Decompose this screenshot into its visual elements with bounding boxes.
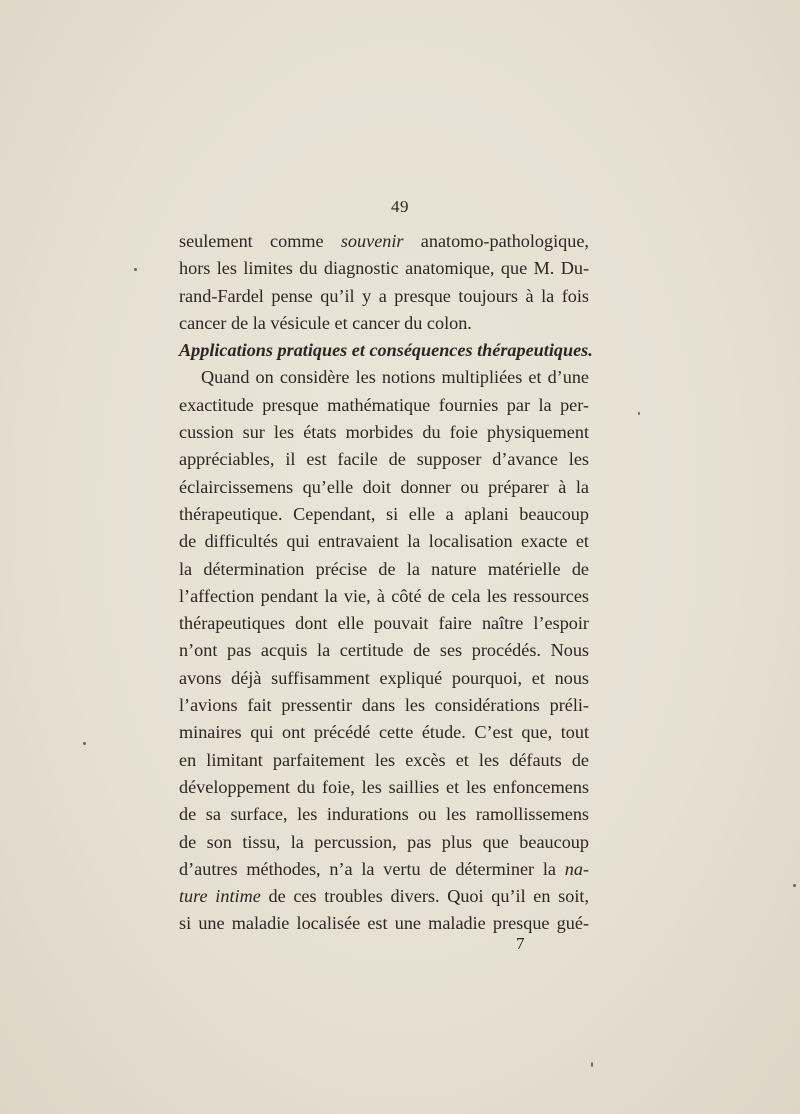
text-segment: thérapeutique. Cependant, si elle a aplani beaucoup bbox=[179, 503, 589, 524]
text-line bbox=[179, 392, 589, 419]
text-segment: minaires qui ont précédé cette étude. C’est que, tout bbox=[179, 722, 589, 743]
text-segment: n’ont pas acquis la certitude de ses procédés. Nous bbox=[179, 640, 589, 661]
section-heading bbox=[179, 337, 593, 364]
text-segment: de sa surface, les indurations ou les ramollissemens bbox=[179, 804, 589, 825]
text-line bbox=[179, 883, 589, 910]
text-line bbox=[179, 501, 589, 528]
text-line bbox=[179, 310, 589, 337]
paper-speck bbox=[83, 742, 86, 745]
text-line bbox=[179, 283, 589, 310]
italic-text: ture intime bbox=[179, 886, 261, 907]
text-line bbox=[179, 747, 589, 774]
signature-mark: 7 bbox=[516, 934, 525, 953]
text-line bbox=[179, 364, 589, 391]
text-line bbox=[179, 774, 589, 801]
text-line bbox=[179, 419, 589, 446]
text-segment: rand-Fardel pense qu’il y a presque toujours à la fois bbox=[179, 285, 589, 306]
text-segment: appréciables, il est facile de supposer d’avance les bbox=[179, 449, 589, 470]
text-line bbox=[179, 474, 589, 501]
text-segment: hors les limites du diagnostic anatomique, que M. Du- bbox=[179, 258, 589, 279]
text-line bbox=[179, 692, 589, 719]
paper-speck bbox=[134, 268, 137, 271]
text-line bbox=[179, 801, 589, 828]
text-line bbox=[179, 610, 589, 637]
text-line bbox=[179, 556, 589, 583]
text-segment: Quand on considère les notions multipliées et d’une bbox=[201, 367, 589, 388]
text-segment: la détermination précise de la nature matérielle de bbox=[179, 558, 589, 579]
text-segment: thérapeutiques dont elle pouvait faire naître l’espoir bbox=[179, 613, 589, 634]
text-line bbox=[179, 583, 589, 610]
text-line bbox=[179, 829, 589, 856]
text-segment: cussion sur les états morbides du foie physiquement bbox=[179, 422, 589, 443]
text-line bbox=[179, 719, 589, 746]
text-segment: développement du foie, les saillies et les enfoncemens bbox=[179, 776, 589, 797]
text-segment: exactitude presque mathématique fournies par la per- bbox=[179, 394, 589, 415]
paper-speck bbox=[591, 1062, 593, 1067]
text-segment: seulement comme bbox=[179, 231, 341, 251]
text-segment: Applications pratiques et conséquences thérapeutiques. bbox=[179, 340, 593, 361]
page-number: 49 bbox=[391, 197, 409, 216]
text-segment: anatomo-pathologique, bbox=[403, 231, 589, 251]
text-segment: si une maladie localisée est une maladie presque gué- bbox=[179, 913, 589, 934]
text-line bbox=[179, 528, 589, 555]
text-segment: avons déjà suffisamment expliqué pourquoi, et nous bbox=[179, 667, 589, 688]
text-segment: de ces troubles divers. Quoi qu’il en soit, bbox=[260, 886, 589, 907]
text-line bbox=[179, 856, 589, 883]
body-text bbox=[179, 228, 593, 938]
paper-speck bbox=[793, 884, 796, 887]
text-line bbox=[179, 228, 589, 255]
text-segment: de son tissu, la percussion, pas plus que beaucoup bbox=[179, 831, 589, 852]
text-segment: l’avions fait pressentir dans les considérations préli- bbox=[179, 695, 589, 716]
text-segment: de difficultés qui entravaient la localisation exacte et bbox=[179, 531, 589, 552]
text-segment: d’autres méthodes, n’a la vertu de déterminer la bbox=[179, 858, 565, 879]
paper-speck bbox=[638, 412, 640, 415]
text-line bbox=[179, 255, 589, 282]
text-segment: cancer de la vésicule et cancer du colon. bbox=[179, 312, 472, 333]
text-line bbox=[179, 637, 589, 664]
text-segment: l’affection pendant la vie, à côté de cela les ressources bbox=[179, 585, 589, 606]
text-segment: en limitant parfaitement les excès et les défauts de bbox=[179, 749, 589, 770]
text-segment: éclaircissemens qu’elle doit donner ou préparer à la bbox=[179, 476, 589, 497]
text-line bbox=[179, 665, 589, 692]
italic-text: na- bbox=[564, 858, 589, 879]
text-line bbox=[179, 910, 589, 937]
italic-text: souvenir bbox=[340, 231, 404, 251]
text-line bbox=[179, 446, 589, 473]
